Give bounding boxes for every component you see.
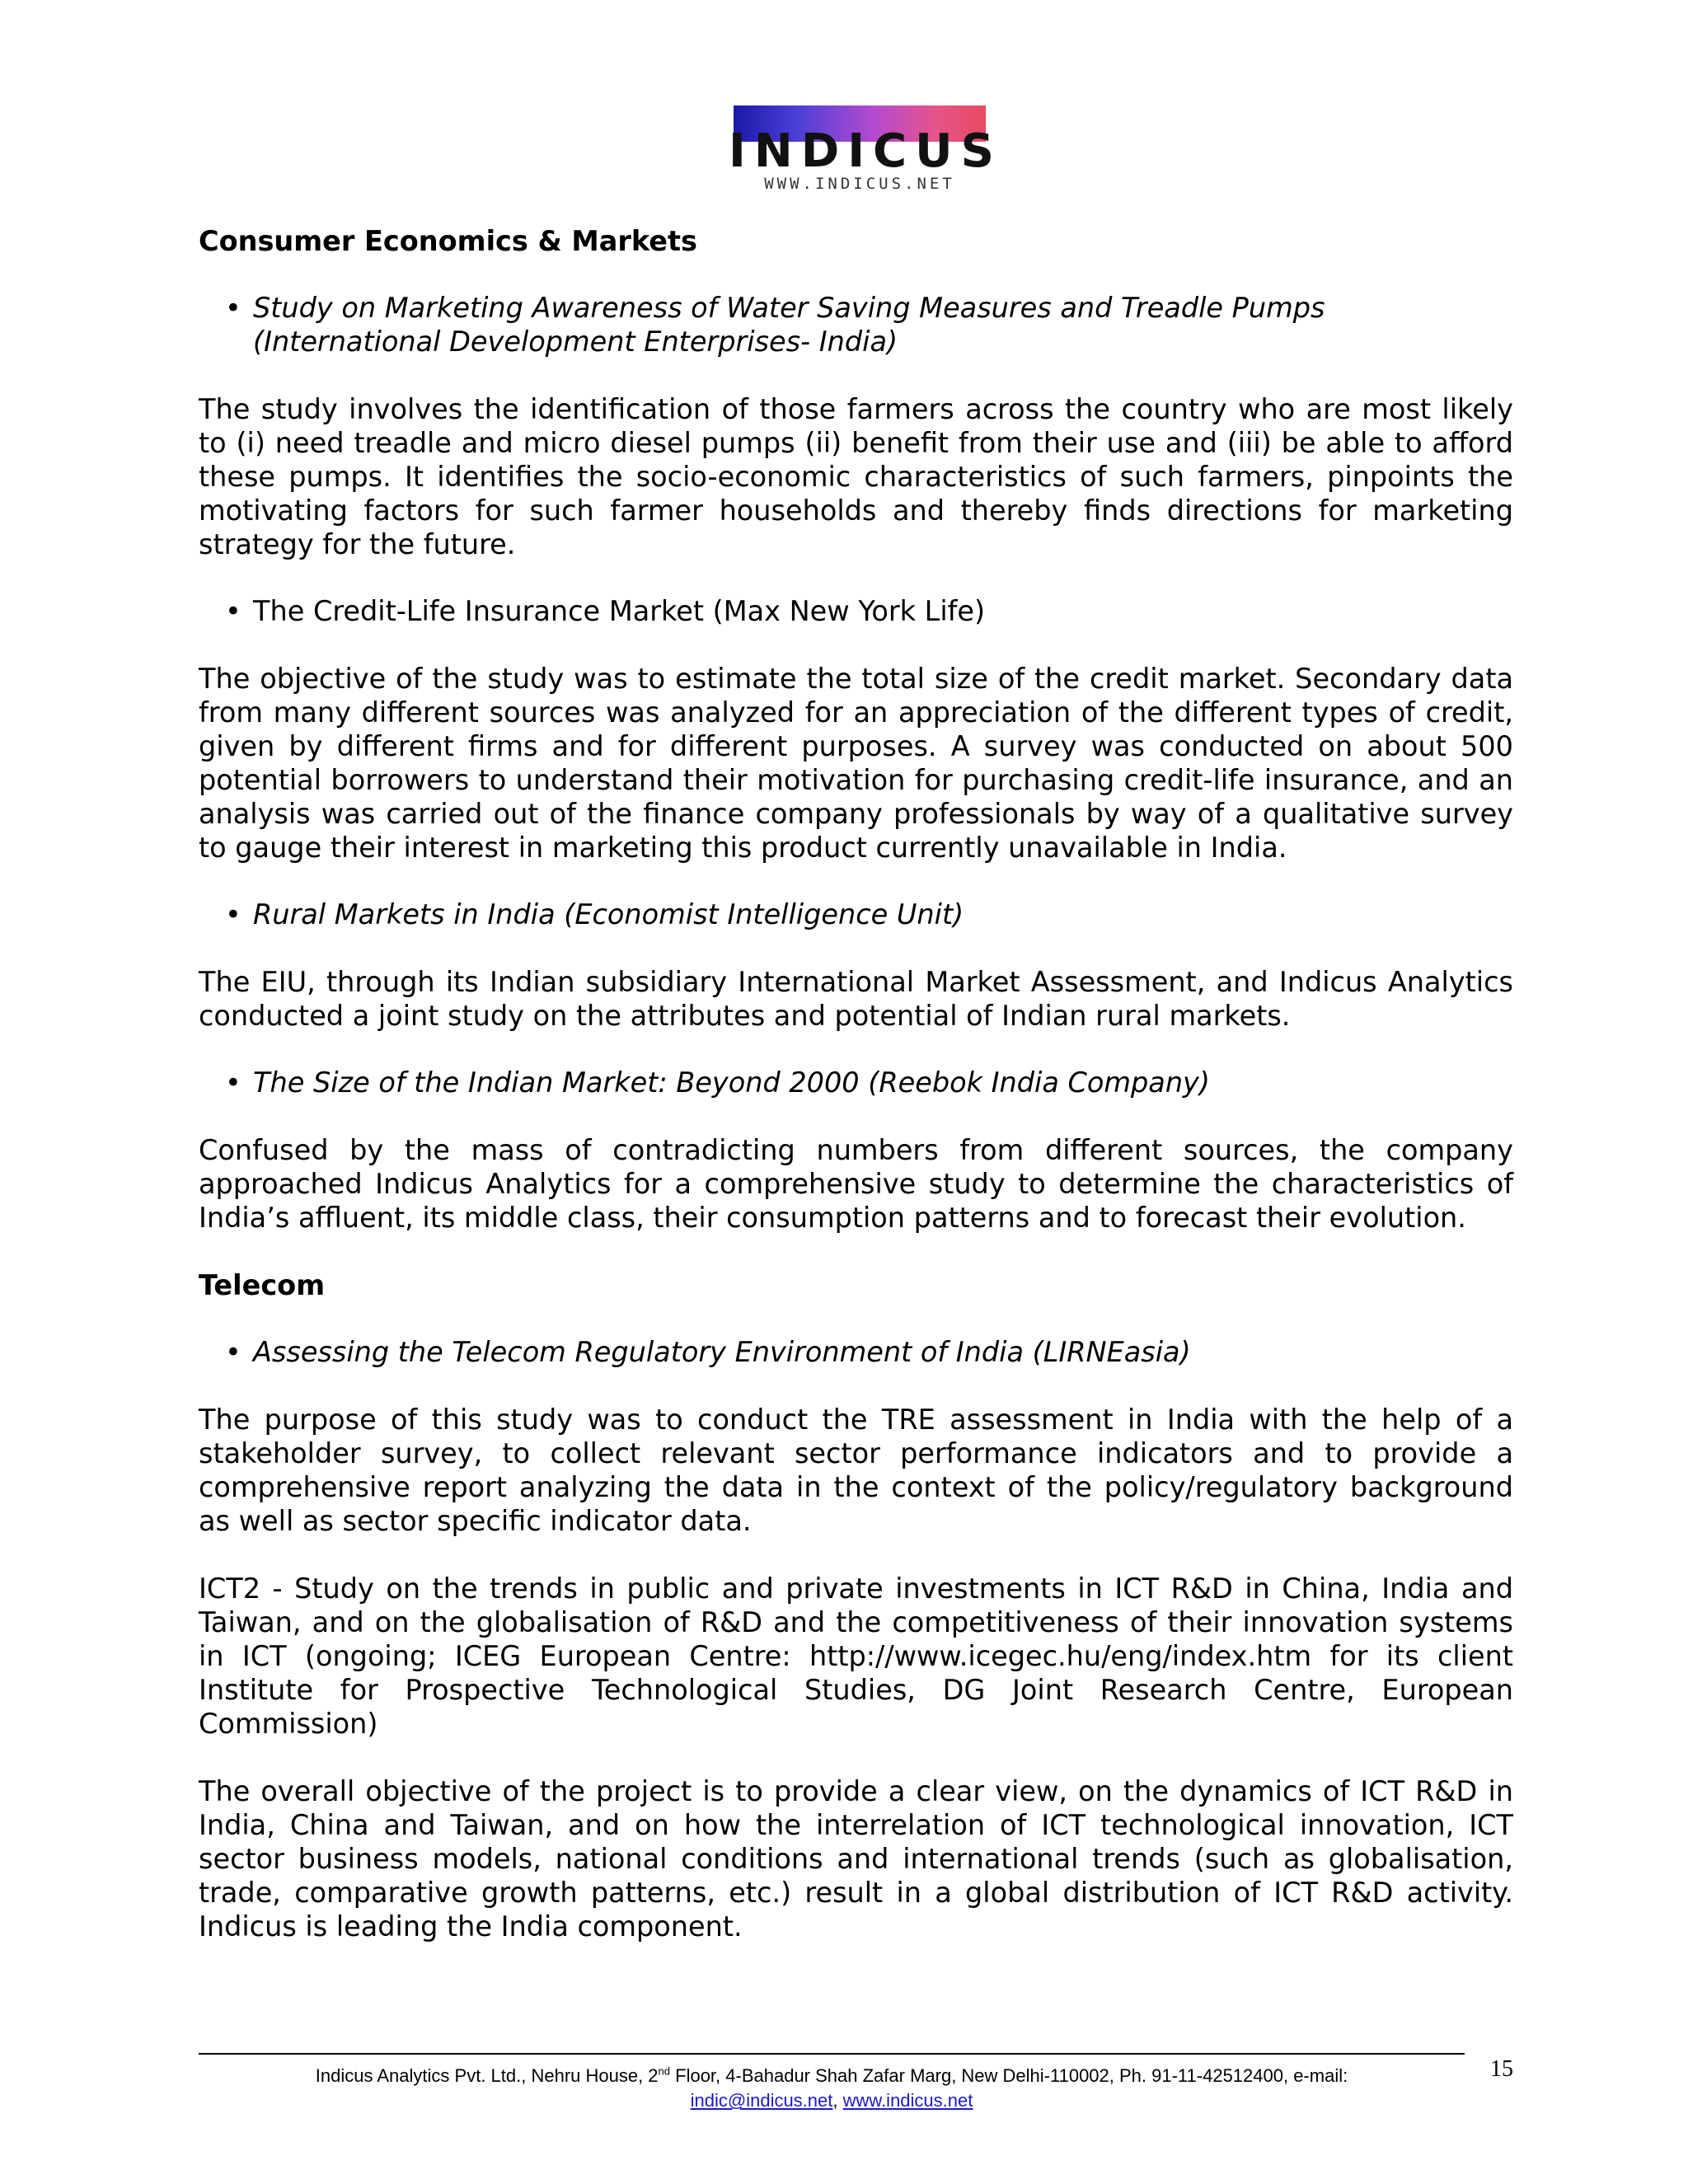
logo-url: WWW.INDICUS.NET [764, 175, 955, 193]
paragraph-indian-market: Confused by the mass of contradicting numbers from different sources, the company approached Indicus Analytics for a comprehensive study to determine the characteristics of India’s affluent, its middle class, their consumption patterns and to forecast their evolution. [199, 1134, 1513, 1234]
bullet-list [199, 1066, 1513, 1099]
bullet-list [199, 291, 1513, 359]
document-body [199, 213, 1513, 1943]
project-title-rural-markets: • Rural Markets in India (Economist Intelligence Unit) [253, 898, 1513, 931]
footer: Indicus Analytics Pvt. Ltd., Nehru House, 2nd Floor, 4-Bahadur Shah Zafar Marg, New Delhi-110002, Ph. 91-11-42512400, e-mail: indic@indicus.net, www.indicus.net [315, 2065, 1348, 2111]
section-heading-consumer: Consumer Economics & Markets [199, 225, 697, 257]
logo-wordmark: INDICUS [729, 124, 1002, 178]
footer-divider [199, 2053, 1465, 2055]
paragraph-credit-life: The objective of the study was to estimate the total size of the credit market. Secondary data from many different sources was analyzed for an appreciation of the different types of credit, given by different firms and for different purposes. A survey was conducted on about 500 potential borrowers to understand their motivation for purchasing credit-life insurance, and an analysis was carried out of the finance company professionals by way of a qualitative survey to gauge their interest in marketing this product currently unavailable in India. [199, 663, 1513, 864]
indicus-logo [729, 104, 1002, 194]
title-line-1: Study on Marketing Awareness of Water Saving Measures and Treadle Pumps [253, 292, 1325, 324]
bullet-list [199, 1335, 1513, 1369]
paragraph-ict2-objective: The overall objective of the project is to provide a clear view, on the dynamics of ICT R&D in India, China and Taiwan, and on how the interrelation of ICT technological innovation, ICT sector business models, national conditions and international trends (such as globalisation, trade, comparative growth patterns, etc.) result in a global distribution of ICT R&D activity. Indicus is leading the India component. [199, 1775, 1513, 1943]
project-title-water-pumps [253, 291, 1513, 359]
footer-address: Indicus Analytics Pvt. Ltd., Nehru House, 2nd Floor, 4-Bahadur Shah Zafar Marg, New Delhi-110002, Ph. 91-11-42512400, e-mail: [315, 2065, 1348, 2087]
paragraph-rural-markets: The EIU, through its Indian subsidiary International Market Assessment, and Indicus Analytics conducted a joint study on the attributes and potential of Indian rural markets. [199, 966, 1513, 1032]
section-heading-telecom: Telecom [199, 1269, 326, 1301]
paragraph-ict2-study: ICT2 - Study on the trends in public and private investments in ICT R&D in China, India and Taiwan, and on the globalisation of R&D and the competitiveness of their innovation systems in ICT (ongoing; ICEG European Centre: http://www.icegec.hu/eng/index.htm for its client Institute for Prospective Technological Studies, DG Joint Research Centre, European Commission) [199, 1572, 1513, 1740]
project-title-indian-market: • The Size of the Indian Market: Beyond 2000 (Reebok India Company) [253, 1066, 1513, 1099]
paragraph-water-pumps: The study involves the identification of those farmers across the country who are most likely to (i) need treadle and micro diesel pumps (ii) benefit from their use and (iii) be able to afford these pumps. It identifies the socio-economic characteristics of such farmers, pinpoints the motivating factors for such farmer households and thereby finds directions for marketing strategy for the future. [199, 393, 1513, 560]
title-line-2: (International Development Enterprises- India) [253, 326, 898, 358]
footer-email-link[interactable]: indic@indicus.net [690, 2090, 833, 2111]
page-number: 15 [1490, 2056, 1513, 2082]
paragraph-telecom-regulatory: The purpose of this study was to conduct the TRE assessment in India with the help of a stakeholder survey, to collect relevant sector performance indicators and to provide a comprehensive report analyzing the data in the context of the policy/regulatory background as well as sector specific indicator data. [199, 1404, 1513, 1537]
bullet-list [199, 594, 1513, 628]
footer-website-link[interactable]: www.indicus.net [842, 2090, 973, 2111]
project-title-credit-life: • The Credit-Life Insurance Market (Max New York Life) [253, 594, 1513, 628]
project-title-telecom-regulatory: • Assessing the Telecom Regulatory Environment of India (LIRNEasia) [253, 1335, 1513, 1369]
bullet-list [199, 898, 1513, 931]
